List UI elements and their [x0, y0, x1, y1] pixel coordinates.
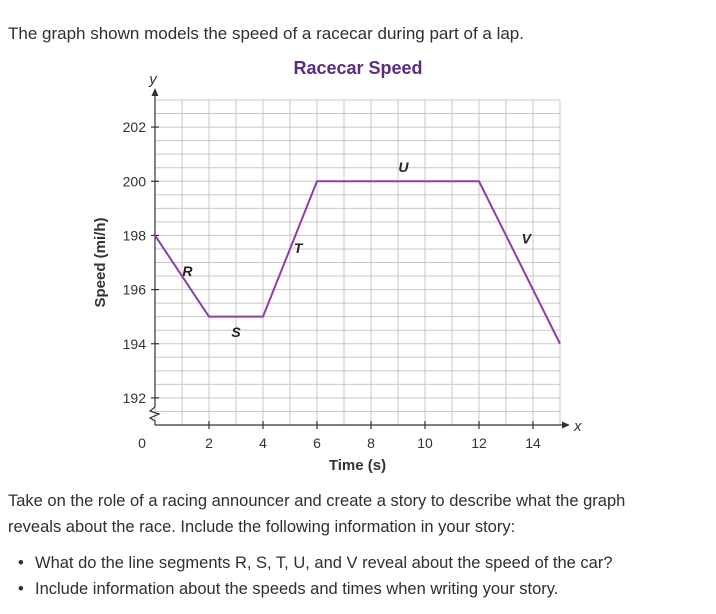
x-axis-title: Time (s): [328, 457, 387, 474]
y-axis-title: Speed (mi/h): [92, 217, 109, 308]
y-tick-label: 192: [122, 389, 146, 406]
y-tick-label: 198: [122, 227, 146, 244]
y-tick-label: 194: [122, 335, 146, 352]
instructions-paragraph: Take on the role of a racing announcer and create a story to describe what the graph reveals about the race. Include the following information in your story:: [8, 492, 626, 536]
chart-title: Racecar Speed: [293, 58, 423, 78]
x-tick-label: 4: [259, 435, 267, 451]
list-item: • What do the line segments R, S, T, U, and V reveal about the speed of the car?: [18, 550, 613, 576]
x-axis-arrow: [562, 422, 570, 429]
x-tick-label: 10: [417, 435, 433, 451]
x-axis-letter: x: [574, 418, 582, 435]
segment-label: T: [293, 240, 303, 257]
question-list: [18, 550, 613, 602]
segment-label: V: [521, 230, 531, 247]
x-origin-label: 0: [138, 435, 146, 451]
x-tick-label: 6: [313, 435, 321, 451]
intro-text: The graph shown models the speed of a racecar during part of a lap.: [8, 24, 524, 43]
x-tick-label: 14: [525, 435, 541, 451]
y-axis-arrow: [152, 88, 159, 96]
list-item: • Include information about the speeds and times when writing your story.: [18, 576, 613, 602]
x-tick-label: 12: [471, 435, 487, 451]
y-tick-label: 196: [122, 281, 146, 298]
y-axis-letter: y: [149, 71, 157, 88]
segment-label: R: [182, 263, 193, 280]
x-tick-label: 8: [367, 435, 375, 451]
segment-label: S: [231, 323, 241, 340]
x-tick-label: 2: [205, 435, 213, 451]
segment-label: U: [398, 158, 409, 175]
y-tick-label: 200: [122, 173, 146, 190]
racecar-speed-chart: [0, 71, 666, 480]
y-tick-label: 202: [122, 119, 146, 136]
